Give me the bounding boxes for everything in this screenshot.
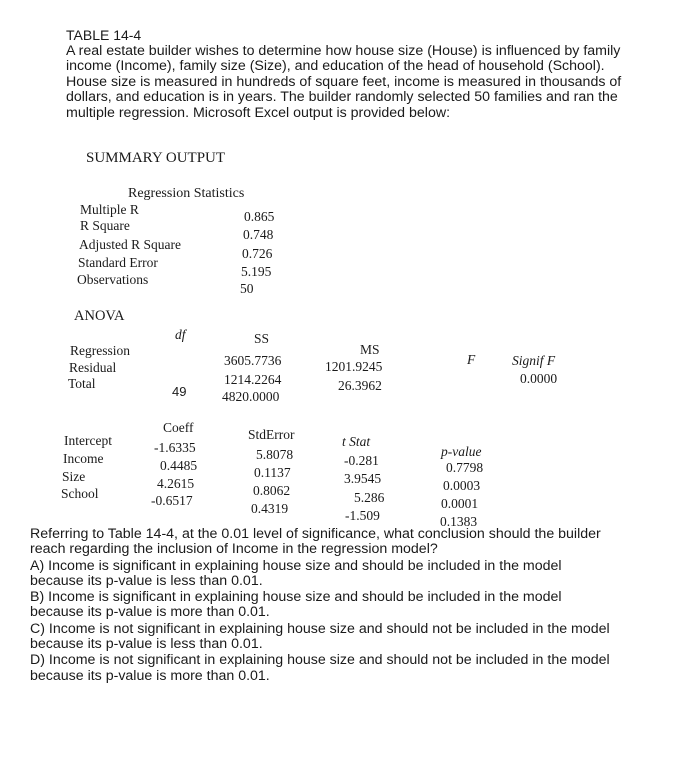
anova-row-label: Total [68, 376, 96, 391]
coef-col-pvalue: p-value [441, 444, 482, 459]
answer-option-c[interactable]: C) Income is not significant in explaining house size and should not be included in the model because its p-value is less than 0.01. [30, 620, 610, 653]
anova-heading: ANOVA [74, 308, 125, 324]
anova-col-df: df [175, 327, 186, 342]
stderr-value: 0.1137 [254, 465, 291, 480]
summary-output-title: SUMMARY OUTPUT [86, 150, 226, 166]
problem-description: A real estate builder wishes to determine how house size (House) is influenced by family income (Income), family size (Size), and education of the head of household (School). House size is measured in hundreds of square feet, income is measured in thousands of dollars, and education is in years. The builder randomly selected 50 families and ran the multiple regression. Microsoft Excel output is provided below: [66, 42, 622, 121]
anova-col-f: F [467, 352, 476, 367]
stat-label: Standard Error [78, 255, 158, 270]
table-title: TABLE 14-4 [66, 27, 142, 43]
anova-total-df: 49 [172, 384, 187, 399]
pvalue-value: 0.7798 [446, 460, 484, 475]
stat-value: 0.865 [244, 209, 275, 224]
coef-col-stderr: StdError [248, 427, 295, 442]
stderr-value: 5.8078 [256, 447, 294, 462]
coef-col-coeff: Coeff [163, 420, 194, 435]
coef-value: -1.6335 [154, 440, 196, 455]
problem-header [66, 28, 646, 121]
regression-statistics-heading: Regression Statistics [128, 186, 245, 201]
anova-ms-value: 1201.9245 [325, 359, 383, 374]
pvalue-value: 0.0003 [443, 478, 481, 493]
coef-value: -0.6517 [151, 493, 193, 508]
tstat-value: 3.9545 [344, 471, 382, 486]
question-block [30, 527, 610, 684]
stat-value: 0.726 [242, 246, 273, 261]
pvalue-value: 0.1383 [440, 514, 478, 529]
anova-ss-value: 3605.7736 [224, 353, 282, 368]
stat-value: 0.748 [243, 227, 274, 242]
stat-label: Multiple R [80, 202, 139, 217]
anova-col-ss: SS [254, 331, 270, 346]
stderr-value: 0.8062 [253, 483, 291, 498]
tstat-value: 5.286 [354, 490, 385, 505]
stat-value: 5.195 [241, 264, 272, 279]
anova-ss-value: 1214.2264 [224, 372, 282, 387]
stat-label: Adjusted R Square [79, 237, 181, 252]
anova-ss-value: 4820.0000 [222, 389, 280, 404]
coef-row-label: Size [62, 469, 86, 484]
coef-value: 4.2615 [157, 476, 195, 491]
question-stem: Referring to Table 14-4, at the 0.01 level of significance, what conclusion should the builder reach regarding the inclusion of Income in the regression model? [30, 526, 601, 558]
anova-signif-value: 0.0000 [520, 371, 558, 386]
coef-row-label: Intercept [64, 433, 112, 448]
coef-row-label: School [61, 486, 99, 501]
answer-option-b[interactable]: B) Income is significant in explaining house size and should be included in the model because its p-value is more than 0.01. [30, 589, 562, 621]
stat-label: Observations [77, 272, 149, 287]
anova-row-label: Residual [69, 360, 117, 375]
coef-value: 0.4485 [160, 458, 198, 473]
anova-col-ms: MS [360, 342, 380, 357]
anova-ms-value: 26.3962 [338, 378, 382, 393]
stat-label: R Square [80, 218, 130, 233]
stderr-value: 0.4319 [251, 501, 289, 516]
answer-option-d[interactable]: D) Income is not significant in explaining house size and should not be included in the model because its p-value is more than 0.01. [30, 652, 610, 684]
coef-col-tstat: t Stat [342, 434, 371, 449]
tstat-value: -1.509 [345, 508, 380, 523]
anova-row-label: Regression [70, 343, 130, 358]
coef-row-label: Income [63, 451, 104, 466]
pvalue-value: 0.0001 [441, 496, 479, 511]
anova-col-signif-f: Signif F [512, 353, 556, 368]
tstat-value: -0.281 [344, 453, 379, 468]
stat-value: 50 [240, 281, 254, 296]
answer-option-a[interactable]: A) Income is significant in explaining house size and should be included in the model because its p-value is less than 0.01. [30, 557, 562, 589]
